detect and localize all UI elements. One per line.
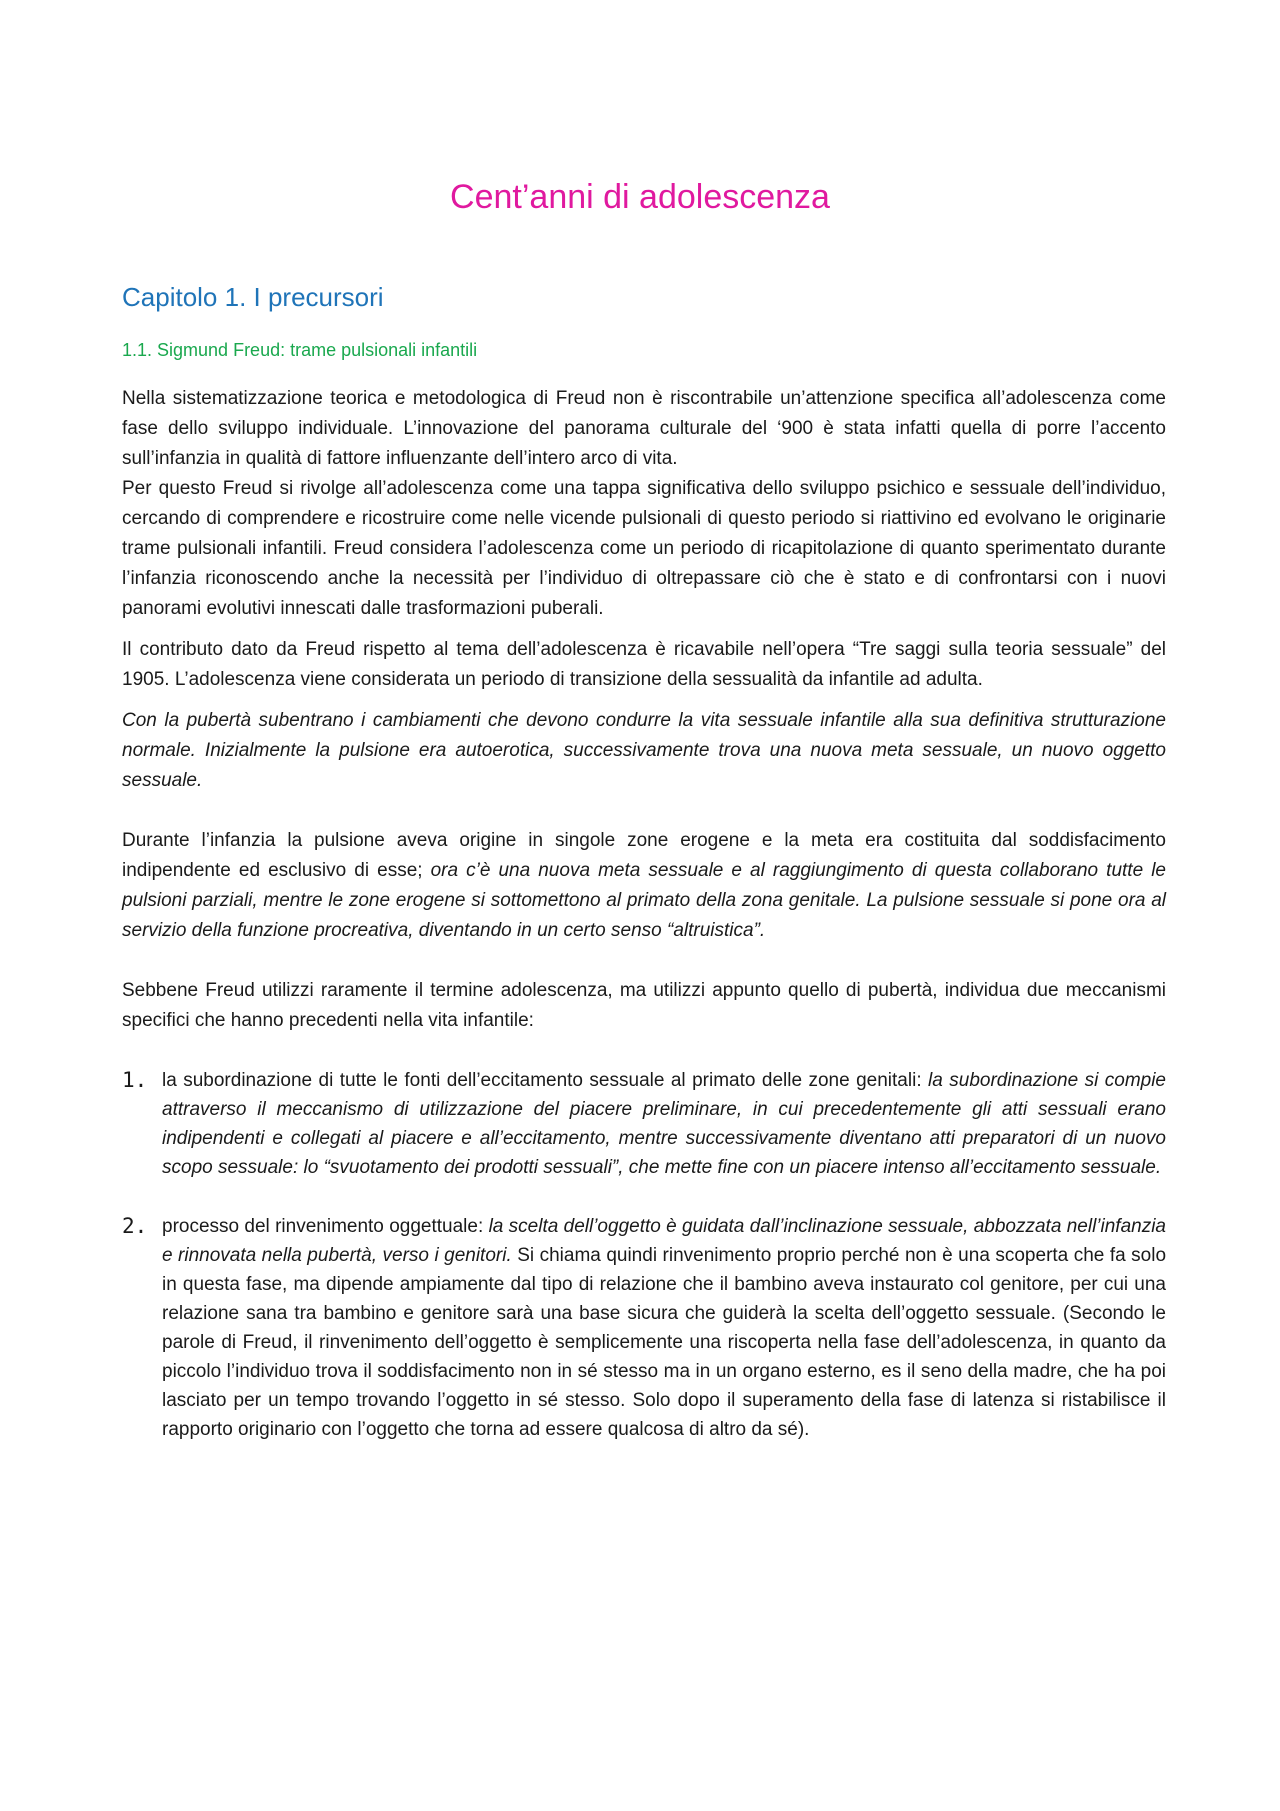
list-item-text-continued: Si chiama quindi rinvenimento proprio perché non è una scoperta che fa solo in questa fase, ma dipende ampiamente dal tipo di relazione che il bambino aveva instaurato col genitore, per cui una relazione sana tra bambino e genitore sarà una base sicura che guiderà la scelta dell’oggetto sessuale. (Secondo le parole di Freud, il rinvenimento dell’oggetto è semplicemente una riscoperta nella fase dell’adolescenza, in quanto da piccolo l’individuo trova il soddisfacimento non in sé stesso ma in un organo esterno, es il seno della madre, che ha poi lasciato per un tempo trovando l’oggetto in sé stesso. Solo dopo il superamento della fase di latenza si ristabilisce il rapporto originario con l’oggetto che torna ad essere qualcosa di altro da sé). [162,1245,1167,1440]
paragraph-2: Per questo Freud si rivolge all’adolescenza come una tappa significativa dello sviluppo psichico e sessuale dell’individuo, cercando di comprendere e ricostruire come nelle vicende pulsionali di questo periodo si riattivino ed evolvano le originarie trame pulsionali infantili. Freud considera l’adolescenza come un periodo di ricapitolazione di quanto sperimentato durante l’infanzia riconoscendo anche la necessità per l’individuo di oltrepassare ciò che è stato e di confrontarsi con i nuovi panorami evolutivi innescati dalle trasformazioni puberali. [122,478,1166,619]
document-title: Cent’anni di adolescenza [450,178,830,216]
mechanisms-list [122,1066,1166,1444]
list-item-quote: la scelta dell’oggetto è guidata dall’inclinazione sessuale, abbozzata nell’infanzia e rinnovata nella pubertà, verso i genitori. [162,1216,1166,1266]
paragraph-3: Il contributo dato da Freud rispetto al tema dell’adolescenza è ricavabile nell’opera “Tre saggi sulla teoria sessuale” del 1905. L’adolescenza viene considerata un periodo di transizione della sessualità da infantile ad adulta. [122,639,1166,690]
paragraph-5 [122,826,1166,946]
list-number: 1. [122,1068,148,1092]
list-item-quote: la subordinazione si compie attraverso il meccanismo di utilizzazione del piacere preliminare, in cui precedentemente gli atti sessuali erano indipendenti e collegati al piacere e all’eccitamento, mentre successivamente diventano atti preparatori di un nuovo scopo sessuale: lo “svuotamento dei prodotti sessuali”, che mette fine con un piacere intenso all’eccitamento sessuale. [162,1070,1166,1178]
paragraph-quote: Con la pubertà subentrano i cambiamenti che devono condurre la vita sessuale infantile alla sua definitiva strutturazione normale. Inizialmente la pulsione era autoerotica, successivamente trova una nuova meta sessuale, un nuovo oggetto sessuale. [122,710,1166,791]
list-number: 2. [122,1214,148,1238]
section-heading: 1.1. Sigmund Freud: trame pulsionali infantili [122,340,478,360]
chapter-heading: Capitolo 1. I precursori [122,282,384,312]
document-body [122,384,1166,1444]
list-item-text: la subordinazione di tutte le fonti dell’eccitamento sessuale al primato delle zone genitali: [162,1070,929,1091]
list-item [122,1066,1166,1182]
list-item [122,1212,1166,1444]
list-item-text: processo del rinvenimento oggettuale: [162,1216,489,1237]
paragraph-1: Nella sistematizzazione teorica e metodologica di Freud non è riscontrabile un’attenzione specifica all’adolescenza come fase dello sviluppo individuale. L’innovazione del panorama culturale del ‘900 è stata infatti quella di porre l’accento sull’infanzia in qualità di fattore influenzante dell’intero arco di vita. [122,388,1166,469]
paragraph-5-quote: ora c’è una nuova meta sessuale e al raggiungimento di questa collaborano tutte le pulsioni parziali, mentre le zone erogene si sottomettono al primato della zona genitale. La pulsione sessuale si pone ora al servizio della funzione procreativa, diventando in un certo senso “altruistica”. [122,860,1166,941]
paragraph-6: Sebbene Freud utilizzi raramente il termine adolescenza, ma utilizzi appunto quello di pubertà, individua due meccanismi specifici che hanno precedenti nella vita infantile: [122,980,1166,1031]
paragraph-5-text: Durante l’infanzia la pulsione aveva origine in singole zone erogene e la meta era costituita dal soddisfacimento indipendente ed esclusivo di esse; [122,830,1166,881]
